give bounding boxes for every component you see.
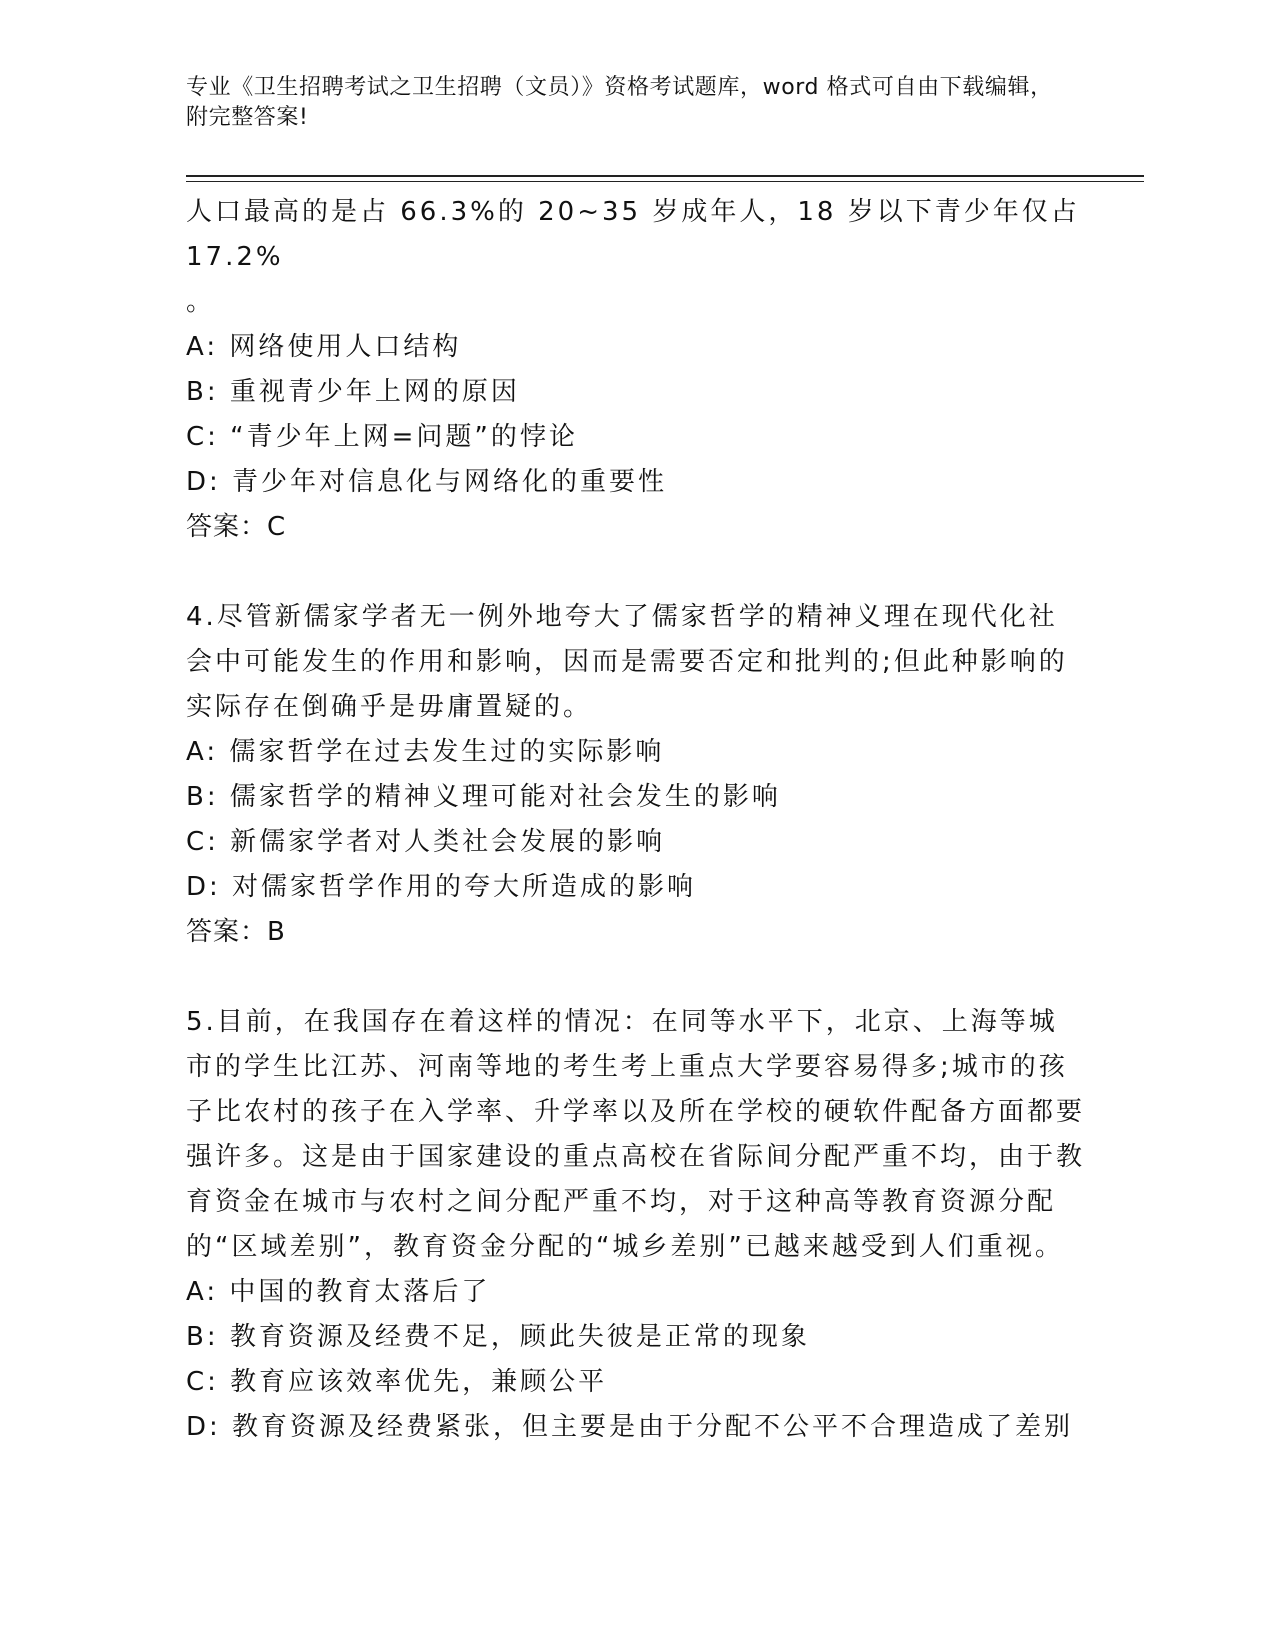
q4-option-b: B: 儒家哲学的精神义理可能对社会发生的影响 bbox=[186, 782, 781, 812]
spacer bbox=[186, 955, 1086, 1000]
q3-option-d: D: 青少年对信息化与网络化的重要性 bbox=[186, 467, 668, 497]
q3-stem-continuation: 人口最高的是占 66.3%的 20~35 岁成年人，18 岁以下青少年仅占 17.2% bbox=[186, 197, 1080, 272]
q3-option-c: C: “青少年上网=问题”的悖论 bbox=[186, 422, 578, 452]
question-content bbox=[186, 190, 1086, 1450]
q3-option-a: A: 网络使用人口结构 bbox=[186, 332, 462, 362]
q5-option-a: A: 中国的教育太落后了 bbox=[186, 1277, 491, 1307]
header-rule-thin bbox=[186, 181, 1144, 182]
header-rule-thick bbox=[186, 175, 1144, 177]
q3-answer: 答案：C bbox=[186, 512, 287, 542]
q3-option-b: B: 重视青少年上网的原因 bbox=[186, 377, 520, 407]
q5-option-c: C: 教育应该效率优先，兼顾公平 bbox=[186, 1367, 608, 1397]
q4-stem: 4.尽管新儒家学者无一例外地夸大了儒家哲学的精神义理在现代化社会中可能发生的作用和影响，因而是需要否定和批判的;但此种影响的实际存在倒确乎是毋庸置疑的。 bbox=[186, 602, 1068, 722]
q5-option-d: D: 教育资源及经费紧张，但主要是由于分配不公平不合理造成了差别 bbox=[186, 1412, 1074, 1442]
q5-stem: 5.目前，在我国存在着这样的情况：在同等水平下，北京、上海等城市的学生比江苏、河南等地的考生考上重点大学要容易得多;城市的孩子比农村的孩子在入学率、升学率以及所在学校的硬软件配备方面都要强许多。这是由于国家建设的重点高校在省际间分配严重不均，由于教育资金在城市与农村之间分配严重不均，对于这种高等教育资源分配的“区域差别”，教育资金分配的“城乡差别”已越来越受到人们重视。 bbox=[186, 1007, 1086, 1262]
spacer bbox=[186, 550, 1086, 595]
q4-option-d: D: 对儒家哲学作用的夸大所造成的影响 bbox=[186, 872, 697, 902]
document-header: 专业《卫生招聘考试之卫生招聘（文员）》资格考试题库，word 格式可自由下载编辑，附完整答案! bbox=[186, 75, 1053, 130]
q4-option-c: C: 新儒家学者对人类社会发展的影响 bbox=[186, 827, 666, 857]
q4-answer: 答案：B bbox=[186, 917, 286, 947]
q3-stem-end: 。 bbox=[186, 287, 213, 317]
q4-option-a: A: 儒家哲学在过去发生过的实际影响 bbox=[186, 737, 665, 767]
q5-option-b: B: 教育资源及经费不足，顾此失彼是正常的现象 bbox=[186, 1322, 810, 1352]
